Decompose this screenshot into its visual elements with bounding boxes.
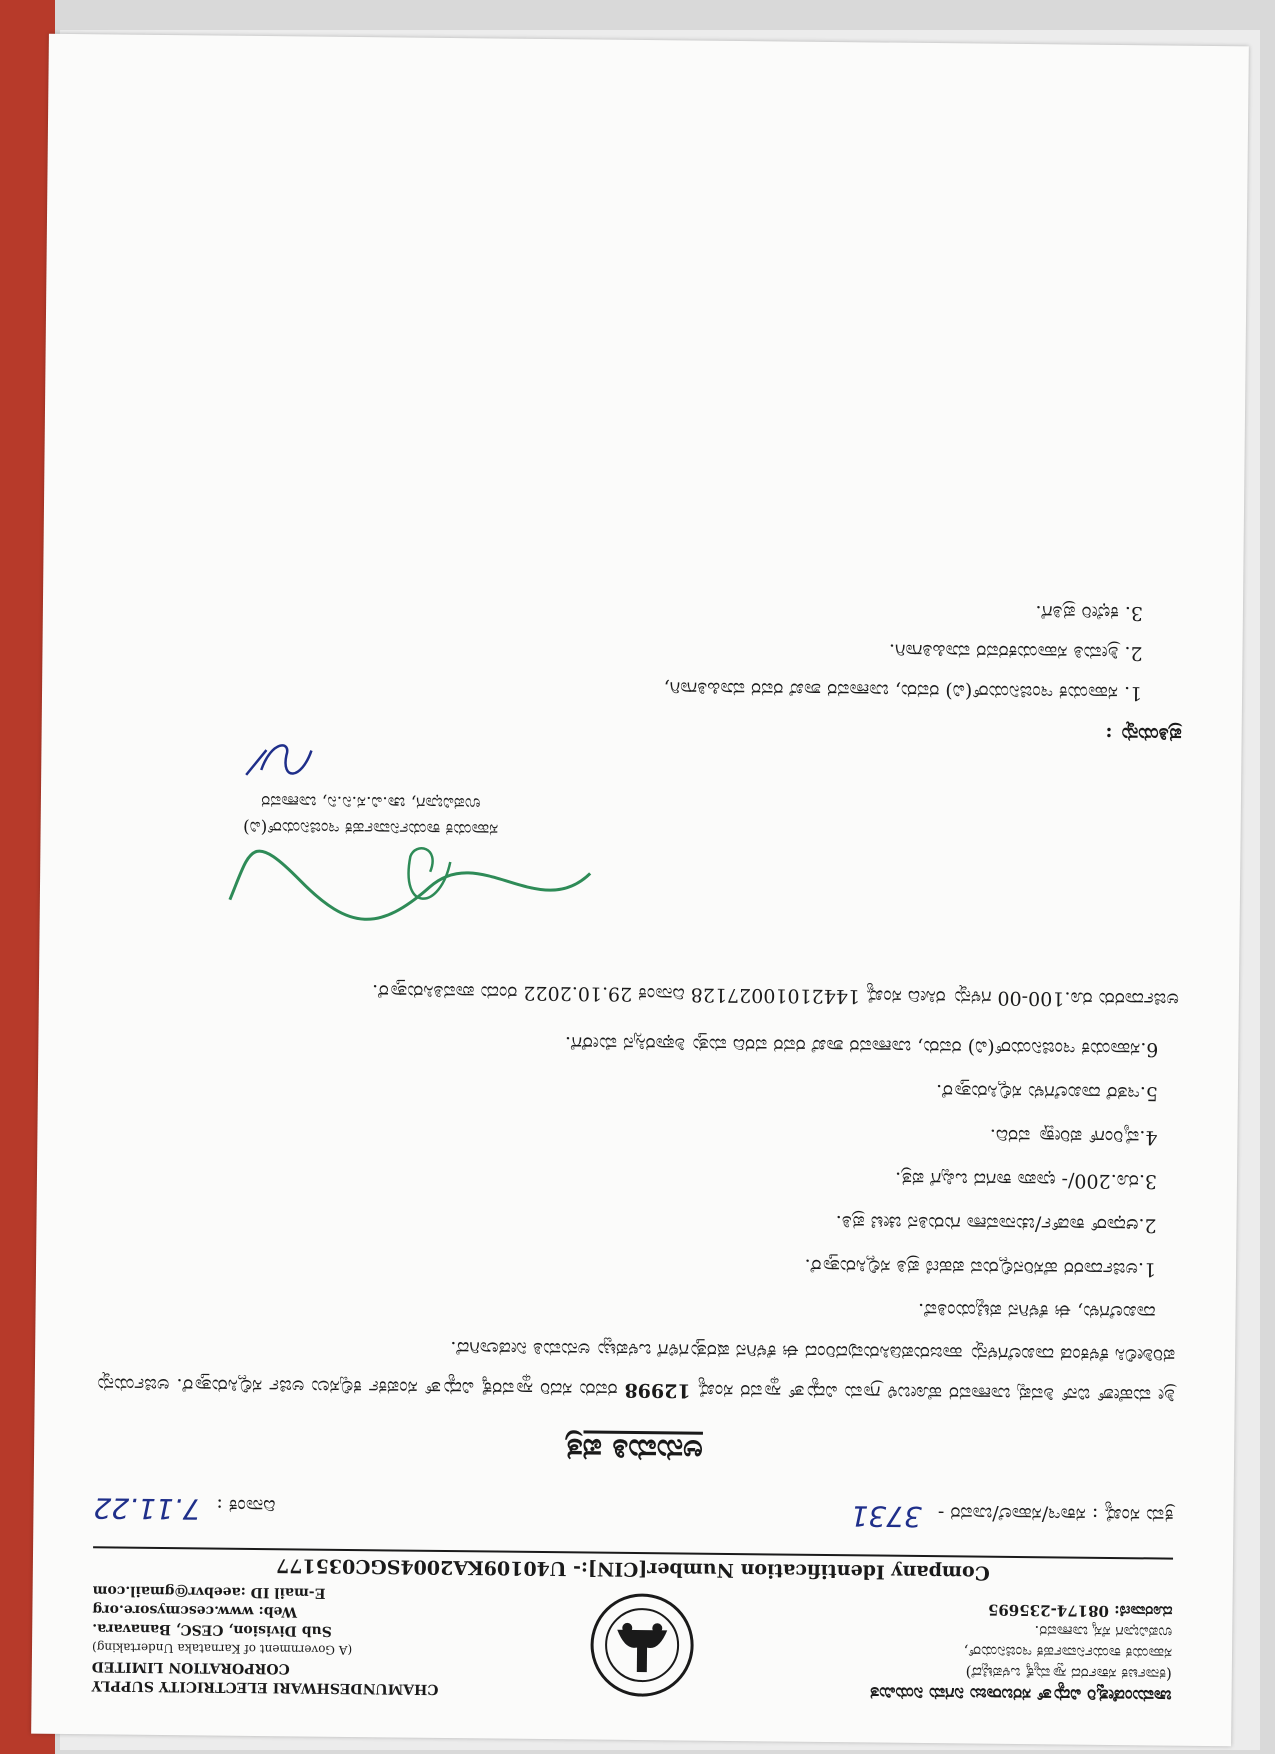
english-govt-note: (A Government of Karnataka Undertaking) <box>91 1640 353 1658</box>
documents-list-intro: ದಾಖಲೆಗಳು, ಈ ಕೆಳಗಿನ ಪಟ್ಟಿಯಂತಿವೆ. <box>917 1298 1156 1324</box>
body-paragraph <box>95 1324 1176 1415</box>
signatory-title: ಸಹಾಯಕ ಕಾರ್ಯನಿರ್ವಾಹಕ ಇಂಜಿನಿಯರ್(ವಿ) <box>242 816 499 840</box>
documents-list <box>96 1016 1179 1291</box>
letterhead-english <box>92 1580 533 1699</box>
list-item: 2. ಶ್ರೀಮತಿ ಸಹಾಯಕರವರ ಮಾಹಿತಿಗಾಗಿ. <box>888 639 1143 665</box>
list-item: 3. ಕಛೇರಿ ಪ್ರತಿಗೆ. <box>1035 601 1144 625</box>
reference-number-label: ಕ್ರಮ ಸಂಖ್ಯೆ : ಸಕಾಇ/ಸಹಾಲೆ/ಬಾವರ - <box>937 1502 1174 1527</box>
kannada-subdivision: ಉಪವಿಭಾಗ ಸೆಸ್ಕ ಬಾಣಾವರ. <box>1034 1622 1173 1642</box>
letterhead <box>92 1584 1173 1705</box>
list-item: 1. ಸಹಾಯಕ ಇಂಜಿನಿಯರ್(ವಿ) ರವರು, ಬಾಣಾವರ ಶಾಖೆ ರವರ ಮಾಹಿತಿಗಾಗಿ, <box>663 677 1143 705</box>
body-start: ಶ್ರೀ ಮಹೇಶ್ ಬಿನ್ ಶಿವಪ್ಪ ಬಾಣಾವರ ಹೋಬಳಿ ಗ್ರಾಮ ವಿದ್ಯುತ್ ಸ್ಥಾವರ ಸಂಖ್ಯೆ <box>697 1379 1175 1407</box>
date-label: ದಿನಾಂಕ : <box>216 1494 276 1518</box>
reference-line <box>93 1491 1173 1535</box>
list-item: 2.ಆಧಾರ್ ಕಾರ್ಡ್/ಚುನಾವಣಾ ಗುರುತಿನ ಚೀಟಿ ಪ್ರತಿ. <box>835 1211 1157 1237</box>
installation-number: 12998 <box>624 1378 691 1402</box>
document-title: ಅನುಮತಿ ಪತ್ರ <box>565 1431 703 1468</box>
english-subdivision: Sub Division, CESC, Banavara. <box>92 1620 332 1639</box>
letterhead-kannada <box>752 1596 1173 1705</box>
list-item: 6.ಸಹಾಯಕ ಇಂಜಿನಿಯರ್(ವಿ) ರವರು, ಬಾಣಾವರ ಶಾಖೆ ರವರ ವರದಿ ಮತ್ತು ಶಿಫಾರಸ್ಸಿನ ಮೇರೆಗೆ. <box>564 1032 1159 1061</box>
date-block <box>93 1491 275 1526</box>
document-sheet <box>31 34 1249 1746</box>
body-end: ರವರು ಸದರಿ ಸ್ಥಾವರಕ್ಕೆ ವಿದ್ಯುತ್ ಸಂಪರ್ಕ ಕಲ್ಪಿಸಲು ಅರ್ಜಿ ಸಲ್ಲಿಸಿರುತ್ತಾರೆ. ಅರ್ಜಿಯನ್ನು ಪರಿಶೀಲಿಸಿ ಕೆಳಕಂಡ ದಾಖಲೆಗಳನ್ನು ಹಾಜರುಪಡಿಸಿರುವುದರಿಂದ ಈ ಕೆಳಗಿನ ಷರತ್ತುಗಳಿಗೆ ಒಳಪಟ್ಟು ಅನುಮತಿ ನೀಡಲಾಗಿದೆ. <box>94 1337 1176 1401</box>
kannada-company-name: ಚಾಮುಂಡೇಶ್ವರಿ ವಿದ್ಯುತ್ ಸರಬರಾಜು ನಿಗಮ ನಿಯಮಿತ <box>870 1682 1172 1706</box>
cesc-logo <box>577 1589 708 1700</box>
list-item: 5.ಇತರೆ ದಾಖಲೆಗಳು ಸಲ್ಲಿಸಿರುತ್ತಾರೆ. <box>935 1080 1159 1105</box>
email-address: E-mail ID :aeebvr@gmail.com <box>92 1582 326 1601</box>
signatory-designation <box>121 787 622 844</box>
company-identification-number: Company Identification Number[CIN]:- U40109KA2004SGC035177 <box>93 1546 1173 1585</box>
list-item: 3.ರೂ.200/- ಛಾಪಾ ಕಾಗದ ಒಪ್ಪಿಗೆ ಪತ್ರ. <box>894 1167 1158 1193</box>
upside-down-content <box>31 34 1249 1746</box>
reference-number-block <box>850 1499 1173 1535</box>
list-item: 1.ಅರ್ಜಿದಾರರ ಹೆಸರಿನಲ್ಲಿರುವ ಪಹಣಿ ಪ್ರತಿ ಸಲ್ಲಿಸಿರುತ್ತಾರೆ. <box>804 1254 1157 1281</box>
english-company-name: CHAMUNDESHWARI ELECTRICITY SUPPLY CORPORATION LIMITED <box>91 1658 439 1697</box>
handwritten-date: 7.11.22 <box>93 1491 201 1526</box>
cesc-emblem-icon <box>587 1589 698 1700</box>
blue-initials-icon <box>241 730 322 791</box>
payment-line: ಅರ್ಜಿದಾರರು ರೂ.100-00 ಗಳನ್ನು ರಸೀದಿ ಸಂಖ್ಯೆ 14421010027128 ದಿನಾಂಕ 29.10.2022 ರಂದು ಪಾವತಿಸಿರುತ್ತಾರೆ. <box>371 980 1179 1011</box>
signature-block <box>119 739 621 944</box>
signatory-office: ಉಪವಿಭಾಗ, ಚಾ.ವಿ.ಸ.ನಿ.ನಿ, ಬಾಣಾವರ <box>261 791 481 814</box>
kannada-govt-note: (ಕರ್ನಾಟಕ ಸರ್ಕಾರದ ಸ್ವಾಮ್ಯಕ್ಕೆ ಒಳಪಟ್ಟಿದೆ) <box>965 1663 1172 1684</box>
handwritten-reference-number: 3731 <box>850 1499 922 1533</box>
kannada-office: ಸಹಾಯಕ ಕಾರ್ಯನಿರ್ವಾಹಕ ಇಂಜಿನಿಯರ್, <box>963 1642 1173 1663</box>
copy-to-label: ಪ್ರತಿಯನ್ನು : <box>1105 722 1182 746</box>
phone-number: ದೂರವಾಣಿ: 08174-235695 <box>987 1600 1173 1621</box>
green-signature-icon <box>219 830 600 944</box>
list-item: 4.ವೈರಿಂಗ್ ಪರೀಕ್ಷಾ ವರದಿ. <box>989 1124 1158 1149</box>
letter-content <box>92 582 1184 1705</box>
copy-to-list <box>102 582 1183 713</box>
website: Web: www.cescmysore.org <box>92 1601 298 1620</box>
